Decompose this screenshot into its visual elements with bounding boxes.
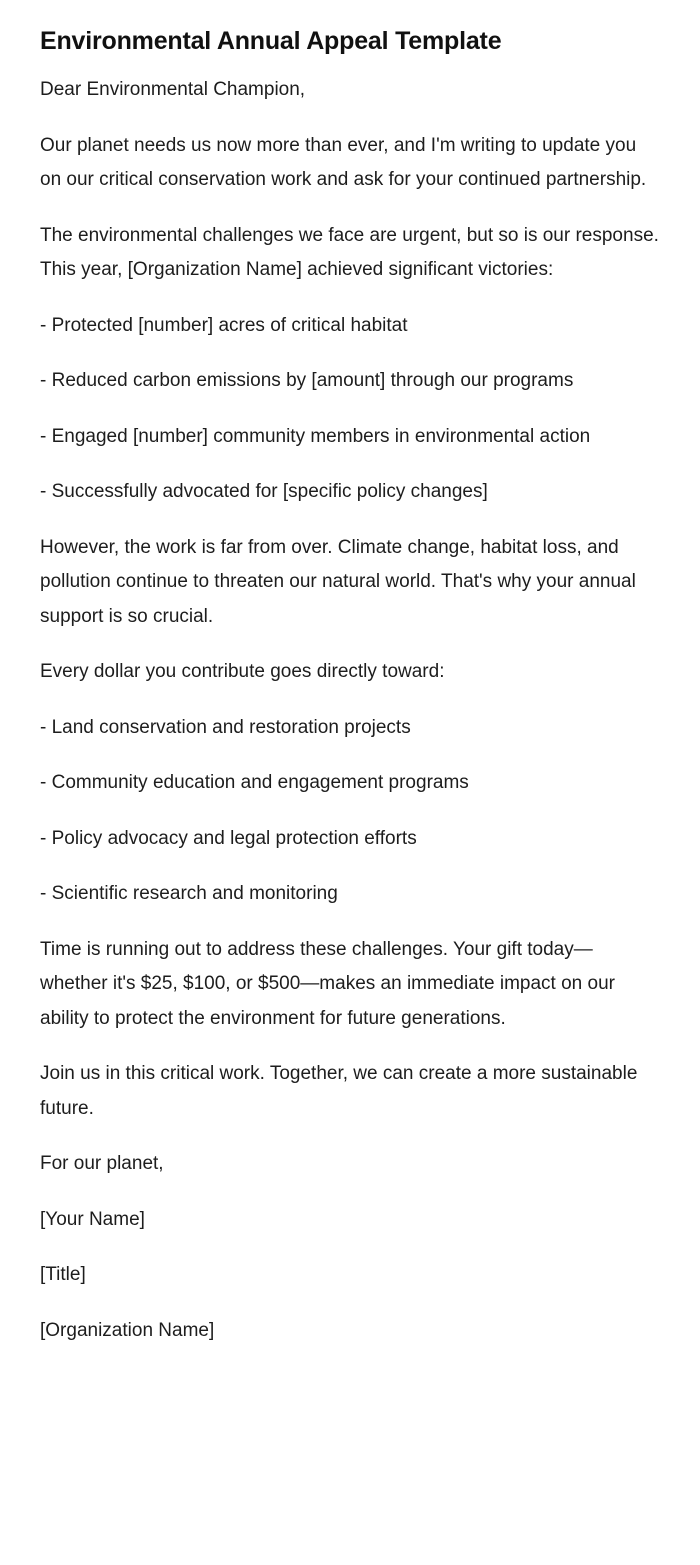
allocation-item: - Policy advocacy and legal protection efforts bbox=[40, 827, 417, 849]
achievement-item: - Protected [number] acres of critical habitat bbox=[40, 314, 408, 336]
signature-title: [Title] bbox=[40, 1264, 86, 1286]
signoff-line: For our planet, bbox=[40, 1153, 164, 1175]
paragraph-victories-lead: The environmental challenges we face are urgent, but so is our response. This year, [Organization Name] achieved significant victories: bbox=[40, 224, 659, 281]
allocation-item: - Scientific research and monitoring bbox=[40, 883, 338, 905]
signature-organization: [Organization Name] bbox=[40, 1319, 215, 1341]
paragraph-urgency: However, the work is far from over. Climate change, habitat loss, and pollution continue to threaten our natural world. That's why your annual support is so crucial. bbox=[40, 536, 636, 627]
allocation-item: - Community education and engagement programs bbox=[40, 772, 469, 794]
allocation-item: - Land conservation and restoration projects bbox=[40, 716, 411, 738]
achievement-item: - Engaged [number] community members in environmental action bbox=[40, 425, 591, 447]
achievement-item: - Successfully advocated for [specific policy changes] bbox=[40, 481, 488, 503]
paragraph-intro: Our planet needs us now more than ever, and I'm writing to update you on our critical conservation work and ask for your continued partnership. bbox=[40, 134, 647, 191]
paragraph-allocation-lead: Every dollar you contribute goes directly toward: bbox=[40, 661, 445, 683]
paragraph-closing: Join us in this critical work. Together, we can create a more sustainable future. bbox=[40, 1063, 638, 1119]
page-title: Environmental Annual Appeal Template bbox=[40, 27, 502, 55]
salutation: Dear Environmental Champion, bbox=[40, 79, 306, 101]
achievement-item: - Reduced carbon emissions by [amount] through our programs bbox=[40, 370, 574, 392]
signature-name: [Your Name] bbox=[40, 1208, 145, 1230]
paragraph-call-to-action: Time is running out to address these challenges. Your gift today—whether it's $25, $100, or $500—makes an immediate impact on our ability to protect the environment for future generations. bbox=[40, 938, 615, 1029]
